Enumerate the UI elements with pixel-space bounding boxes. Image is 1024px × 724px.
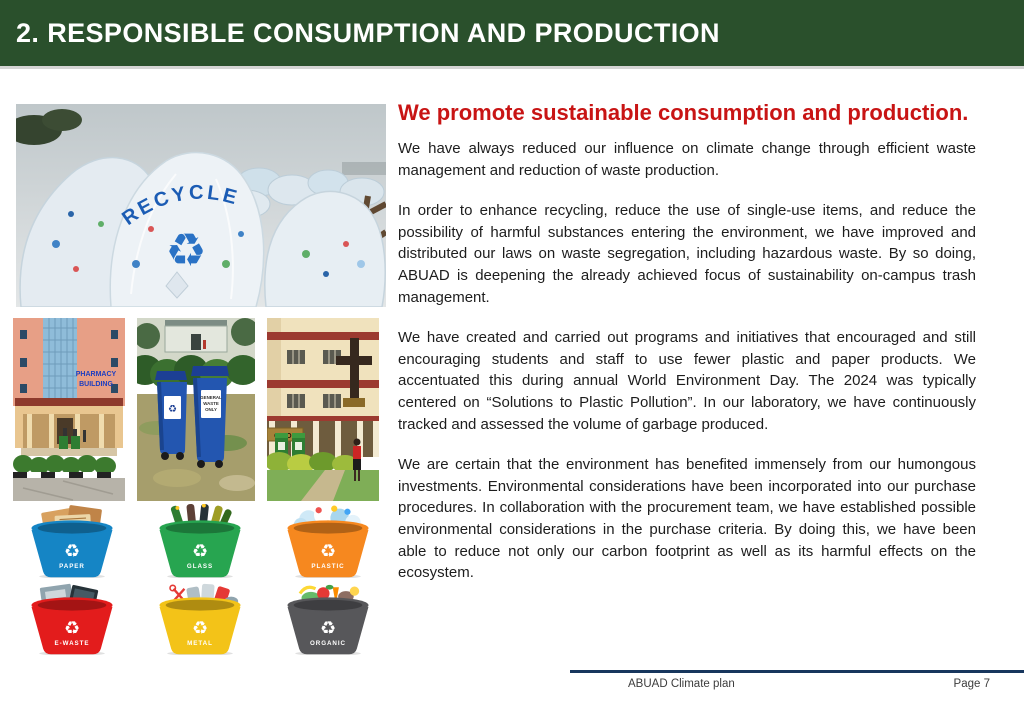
- recycle-icon: ♻: [63, 540, 81, 561]
- pharmacy-sign-line2: BUILDING: [79, 381, 113, 388]
- bin-label: PLASTIC: [311, 562, 345, 570]
- bin-organic: [269, 581, 387, 655]
- bag-recycle-text: RECYCLE: [118, 181, 242, 230]
- bin-glass: [141, 504, 259, 578]
- distant-person: [203, 340, 206, 349]
- campus-photo-row: [13, 318, 379, 501]
- page-title: 2. RESPONSIBLE CONSUMPTION AND PRODUCTION: [16, 17, 720, 48]
- bin-plastic: [269, 504, 387, 578]
- general-waste-label-line3: ONLY: [205, 407, 217, 412]
- bin-ewaste: [13, 581, 131, 655]
- bin-label: GLASS: [186, 562, 214, 570]
- bin-label: E-WASTE: [54, 639, 90, 647]
- recycle-icon: ♻: [319, 540, 337, 561]
- paragraph-1: We have always reduced our influence on climate change through efficient waste management and reduction of waste production.: [398, 140, 976, 179]
- photo-college-building: [267, 318, 379, 501]
- recycle-icon: ♻: [191, 540, 209, 561]
- paragraph-3: We have created and carried out programs and initiatives that encouraged and still encouraging students and staff to use fewer plastic and paper products. We accentuated this during annual World Environment Day. The 2024 was typically centered on “Solutions to Plastic Pollution”. In our laboratory, we have continuously tracked and assessed the volume of garbage produced.: [398, 329, 976, 433]
- college-sign-text: OF: [286, 433, 296, 440]
- pharmacy-sign-line1: PHARMACY: [75, 371, 117, 378]
- photo-recycle-bags: [16, 104, 386, 307]
- recycle-icon: ♻: [319, 617, 337, 638]
- bin-label: PAPER: [59, 562, 85, 570]
- bin-label: METAL: [187, 639, 213, 647]
- recycle-icon: ♻: [168, 404, 177, 415]
- recycle-icon: ♻: [165, 224, 207, 276]
- footer: [570, 678, 1024, 690]
- recycle-icon: ♻: [191, 617, 209, 638]
- footer-page-number: Page 7: [953, 678, 990, 690]
- footer-divider: [570, 670, 1024, 673]
- section-heading: We promote sustainable consumption and production.: [398, 100, 969, 125]
- text-column: [398, 96, 976, 603]
- general-waste-label-line1: GENERAL: [200, 395, 222, 400]
- bin-paper: [13, 504, 131, 578]
- photo-pharmacy-building: [13, 318, 125, 501]
- general-waste-label-line2: WASTE: [203, 401, 219, 406]
- checkered-curb: [13, 472, 125, 478]
- bin-metal: [141, 581, 259, 655]
- bin-label: ORGANIC: [310, 639, 346, 647]
- recycle-icon: ♻: [63, 617, 81, 638]
- slide-header: [0, 0, 1024, 69]
- waste-sorting-bins-illustration: [13, 504, 387, 655]
- photo-blue-bins: [137, 318, 255, 501]
- paragraph-4: We are certain that the environment has benefited immensely from our humongous investments. Environmental considerations have been incorporated into our purchase procedures. In collaboration with the procurement team, we have established possible environmental considerations in the purchase criteria. By doing this, we have been able to reduce not only our carbon footprint as well as its harmful effects on the ecosystem.: [398, 456, 976, 582]
- paragraph-2: In order to enhance recycling, reduce the use of single-use items, and reduce the possibility of harmful substances entering the environment, we have improved and distributed our laws on waste segregation, including hazardous waste. By so doing, ABUAD is deepening the already achieved focus of sustainability on-campus trash management.: [398, 202, 976, 306]
- footer-doc-title: ABUAD Climate plan: [628, 678, 735, 690]
